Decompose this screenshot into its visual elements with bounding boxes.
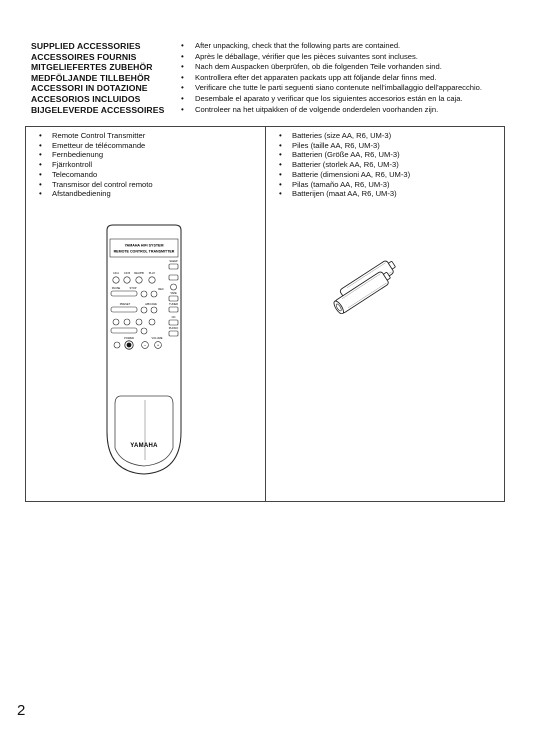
header-row: [31, 52, 501, 63]
heading-french: ACCESSOIRES FOURNIS: [31, 51, 137, 62]
volume-label: VOLUME: [151, 337, 163, 340]
cd-key-label: CD: [171, 316, 176, 319]
remote-header-line2: REMOTE CONTROL TRANSMITTER: [113, 249, 175, 254]
list-item: • Batteries (size AA, R6, UM-3): [276, 131, 410, 141]
list-item: • Emetteur de télécommande: [36, 141, 153, 151]
instruction-swedish: Kontrollera efter det apparaten packats upp att följande delar finns med.: [195, 72, 437, 82]
svg-text:−: −: [143, 342, 147, 348]
instruction-german: Nach dem Auspacken überprüfen, ob die folgenden Teile vorhanden sind.: [195, 62, 442, 72]
bullet-icon: •: [181, 51, 184, 61]
accessories-box: [25, 126, 505, 502]
rev-pb-label: REV/PB: [134, 272, 144, 275]
list-item: • Batterie (dimensioni AA, R6, UM-3): [276, 170, 410, 180]
list-item: • Piles (taille AA, R6, UM-3): [276, 141, 410, 151]
power-label: POWER: [124, 337, 134, 340]
supplied-accessories-header: [31, 41, 501, 115]
yamaha-logo: YAMAHA: [130, 443, 158, 449]
rec-label: REC: [158, 288, 164, 291]
tuner-label: TUNER: [169, 303, 178, 306]
remote-control-illustration: [99, 224, 189, 484]
header-row: [31, 62, 501, 73]
heading-spanish: ACCESORIOS INCLUIDOS: [31, 93, 141, 104]
page-number: 2: [17, 702, 26, 719]
cd-b-label: CD B: [123, 272, 131, 275]
bullet-icon: •: [181, 104, 184, 114]
tape-label: TAPE: [170, 292, 177, 295]
batteries-label-list: [276, 131, 410, 199]
remote-control-label-list: [36, 131, 153, 199]
header-row: [31, 105, 501, 116]
abcde-label: A/B/C/D/E: [145, 303, 157, 306]
list-item: • Batterier (storlek AA, R6, UM-3): [276, 160, 410, 170]
header-row: [31, 41, 501, 52]
column-divider: [265, 127, 266, 501]
instruction-english: After unpacking, check that the following parts are contained.: [195, 41, 401, 50]
stop-label: STOP: [129, 287, 137, 290]
preset-label: PRESET: [119, 303, 131, 306]
bullet-icon: •: [181, 83, 184, 93]
remote-header-line1: YAMAHA HiFi SYSTEM: [124, 243, 164, 248]
batteries-illustration: [324, 252, 414, 314]
list-item: • Transmisor del control remoto: [36, 180, 153, 190]
heading-german: MITGELIEFERTES ZUBEHÖR: [31, 62, 153, 73]
phono-label: PHONO: [168, 327, 179, 330]
list-item: • Remote Control Transmitter: [36, 131, 153, 141]
cd-a-label: CD A: [112, 272, 120, 275]
bullet-icon: •: [181, 72, 184, 82]
list-item: • Pilas (tamaño AA, R6, UM-3): [276, 180, 410, 190]
bullet-icon: •: [181, 62, 184, 72]
instruction-dutch: Controleer na het uitpakken of de volgende onderdelen voorhanden zijn.: [195, 104, 439, 114]
list-item: • Batterien (Größe AA, R6, UM-3): [276, 150, 410, 160]
play-label: PLAY: [148, 272, 156, 275]
header-row: [31, 94, 501, 105]
header-row: [31, 73, 501, 84]
list-item: • Fernbedienung: [36, 150, 153, 160]
list-item: • Batterijen (maat AA, R6, UM-3): [276, 189, 410, 199]
list-item: • Fjärrkontroll: [36, 160, 153, 170]
bullet-icon: •: [181, 93, 184, 103]
instruction-italian: Verificare che tutte le parti seguenti siano contenute nell'imballaggio dell'apparecchio.: [195, 83, 483, 93]
bullet-icon: •: [181, 41, 184, 50]
list-item: • Telecomando: [36, 170, 153, 180]
heading-italian: ACCESSORI IN DOTAZIONE: [31, 83, 148, 94]
list-item: • Afstandbediening: [36, 189, 153, 199]
svg-text:+: +: [156, 342, 160, 348]
heading-english: SUPPLIED ACCESSORIES: [31, 41, 141, 51]
pause-label: PAUSE: [111, 287, 121, 290]
header-row: [31, 83, 501, 94]
instruction-spanish: Desembale el aparato y verificar que los siguientes accesorios están en la caja.: [195, 93, 463, 103]
heading-swedish: MEDFÖLJANDE TILLBEHÖR: [31, 72, 151, 83]
heading-dutch: BIJGELEVERDE ACCESSOIRES: [31, 104, 165, 115]
instruction-french: Après le déballage, vérifier que les pièces suivantes sont incluses.: [195, 51, 418, 61]
sleep-key-label: SLEEP: [169, 260, 178, 263]
